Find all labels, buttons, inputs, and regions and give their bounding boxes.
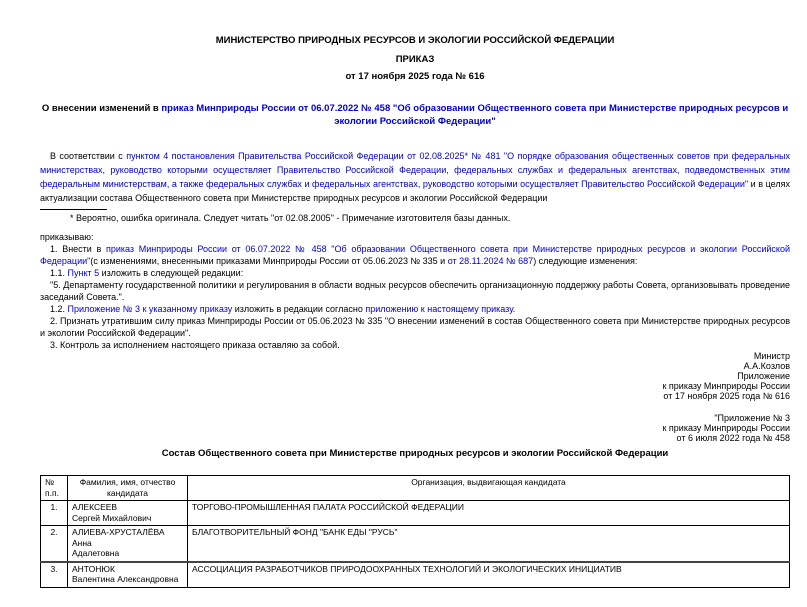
- doc-title-link[interactable]: приказ Минприроды России от 06.07.2022 № 458 "Об образовании Общественного совета при Министерстве природных ресурсов и экологии Российской Федерации": [161, 103, 789, 127]
- annex-to-order-link[interactable]: приложению к настоящему приказу: [365, 304, 513, 314]
- order-item-1-text: 1. Внести в: [50, 244, 106, 254]
- annex-header-line-3: от 6 июля 2022 года № 458: [676, 433, 790, 443]
- table-row: [41, 562, 790, 588]
- appendix-title: Состав Общественного совета при Министерстве природных ресурсов и экологии Российской Федерации: [161, 448, 669, 459]
- doc-title: [40, 102, 790, 128]
- annex-note-line-3: от 17 ноября 2025 года № 616: [663, 391, 790, 401]
- annex-header-line-2: к приказу Минприроды России: [662, 423, 790, 433]
- order-687-link[interactable]: от 28.11.2024 № 687: [447, 256, 534, 266]
- footnote-separator: [40, 209, 107, 210]
- order-item-1-tail: ) следующие изменения:: [533, 256, 638, 266]
- table-row: [41, 526, 790, 562]
- footnote-text: * Вероятно, ошибка оригинала. Следует читать "от 02.08.2005" - Примечание изготовителя базы данных.: [70, 213, 511, 223]
- table-header-num: [41, 476, 68, 501]
- order-item-1-2: [40, 303, 790, 315]
- table-header-name: Фамилия, имя, отчество кандидата: [68, 476, 188, 501]
- cell-name-line-1: АЛИЕВА-ХРУСТАЛЁВА Анна: [72, 527, 165, 548]
- annex-header-block: [40, 413, 790, 443]
- cell-num: 1.: [41, 501, 68, 526]
- cell-name-line-2: Валентина Александровна: [72, 574, 179, 584]
- cell-num: 2.: [41, 526, 68, 562]
- minister-post: Министр: [753, 351, 790, 361]
- ministry-heading: МИНИСТЕРСТВО ПРИРОДНЫХ РЕСУРСОВ И ЭКОЛОГИИ РОССИЙСКОЙ ФЕДЕРАЦИИ: [215, 35, 615, 46]
- document-content: [0, 36, 807, 588]
- minister-name: А.А.Козлов: [743, 361, 790, 371]
- members-table: [40, 475, 790, 588]
- preamble-paragraph: [40, 149, 790, 205]
- annex-note-line-1: Приложение: [737, 371, 790, 381]
- doc-type-heading: ПРИКАЗ: [395, 54, 435, 65]
- clause-5-link[interactable]: Пункт 5: [67, 268, 100, 278]
- table-header-num-line-2: п.п.: [45, 487, 59, 498]
- order-item-1-2-tail: .: [512, 304, 516, 314]
- cell-name-line-2: Адалетовна: [72, 548, 120, 558]
- order-item-1-2-middle: изложить в редакции согласно: [232, 304, 366, 314]
- order-item-1-1: [40, 267, 790, 279]
- cell-org: ТОРГОВО-ПРОМЫШЛЕННАЯ ПАЛАТА РОССИЙСКОЙ ФЕДЕРАЦИИ: [188, 501, 790, 526]
- doc-title-prefix: О внесении изменений в: [41, 103, 162, 114]
- table-header-num-line-1: №: [45, 477, 55, 487]
- table-row: [41, 501, 790, 526]
- order-item-3: 3. Контроль за исполнением настоящего приказа оставляю за собой.: [50, 340, 340, 350]
- cell-org: АССОЦИАЦИЯ РАЗРАБОТЧИКОВ ПРИРОДООХРАННЫХ ТЕХНОЛОГИЙ И ЭКОЛОГИЧЕСКИХ ИНИЦИАТИВ: [188, 562, 790, 588]
- order-item-1-amendments: (с изменениями, внесенными приказами Минприроды России от 05.06.2023 № 335 и: [90, 256, 448, 266]
- table-header-org: Организация, выдвигающая кандидата: [188, 476, 790, 501]
- preamble-resolution-link[interactable]: пунктом 4 постановления Правительства Российской Федерации от 02.08.2025* № 481 "О порядке образования общественных советов при федеральных министерствах, руководство которыми осуществляет Правительство Российской Федерации, федеральных службах и федеральных агентствах, подведомственных этим федеральным министерствам, а также федеральных службах и федеральных агентствах, руководство которыми осуществляет Правительство Российской Федерации": [40, 151, 791, 189]
- order-item-2: 2. Признать утратившим силу приказ Минприроды России от 05.06.2023 № 335 "О внесении изменений в состав Общественного совета при Министерстве природных ресурсов и экологии Российской Федерации".: [40, 316, 790, 338]
- order-item-1-1-tail: изложить в следующей редакции:: [99, 268, 244, 278]
- doc-date: от 17 ноября 2025 года № 616: [345, 71, 485, 82]
- order-458-link[interactable]: приказ Минприроды России от 06.07.2022 № 458 "Об образовании Общественного совета при Министерстве природных ресурсов и экологии Российской Федерации": [40, 244, 791, 266]
- preamble-suffix: и в целях актуализации состава Общественного совета при Министерстве природных ресурсов и экологии Российской Федерации: [40, 179, 790, 203]
- cell-num: 3.: [41, 562, 68, 588]
- order-item-1-2-number: 1.2.: [50, 304, 68, 314]
- signature-block: [40, 351, 790, 371]
- cell-org: БЛАГОТВОРИТЕЛЬНЫЙ ФОНД "БАНК ЕДЫ "РУСЬ": [188, 526, 790, 562]
- annex-note-line-2: к приказу Минприроды России: [662, 381, 790, 391]
- preamble-prefix: В соответствии с: [50, 151, 127, 161]
- order-item-1-1-number: 1.1.: [50, 268, 68, 278]
- cell-name-line-1: АЛЕКСЕЕВ: [72, 502, 118, 512]
- quoted-clause-5: "5. Департаменту государственной политики и регулирования в области водных ресурсов обеспечить организационную поддержку работы Совета, организовывать проведение заседаний Совета.".: [40, 280, 790, 302]
- table-header-row: [41, 476, 790, 501]
- annex-header-line-1: "Приложение № 3: [714, 413, 790, 423]
- annex-3-link[interactable]: Приложение № 3 к указанному приказу: [67, 304, 233, 314]
- cell-name: [68, 526, 188, 562]
- cell-name: [68, 562, 188, 588]
- document-page: [0, 36, 807, 607]
- cell-name-line-1: АНТОНЮК: [72, 563, 115, 574]
- resolution-word: приказываю:: [40, 232, 94, 242]
- annex-note-block: [40, 371, 790, 401]
- cell-name-line-2: Сергей Михайлович: [72, 512, 152, 523]
- order-item-1: [40, 243, 790, 267]
- cell-name: [68, 501, 188, 526]
